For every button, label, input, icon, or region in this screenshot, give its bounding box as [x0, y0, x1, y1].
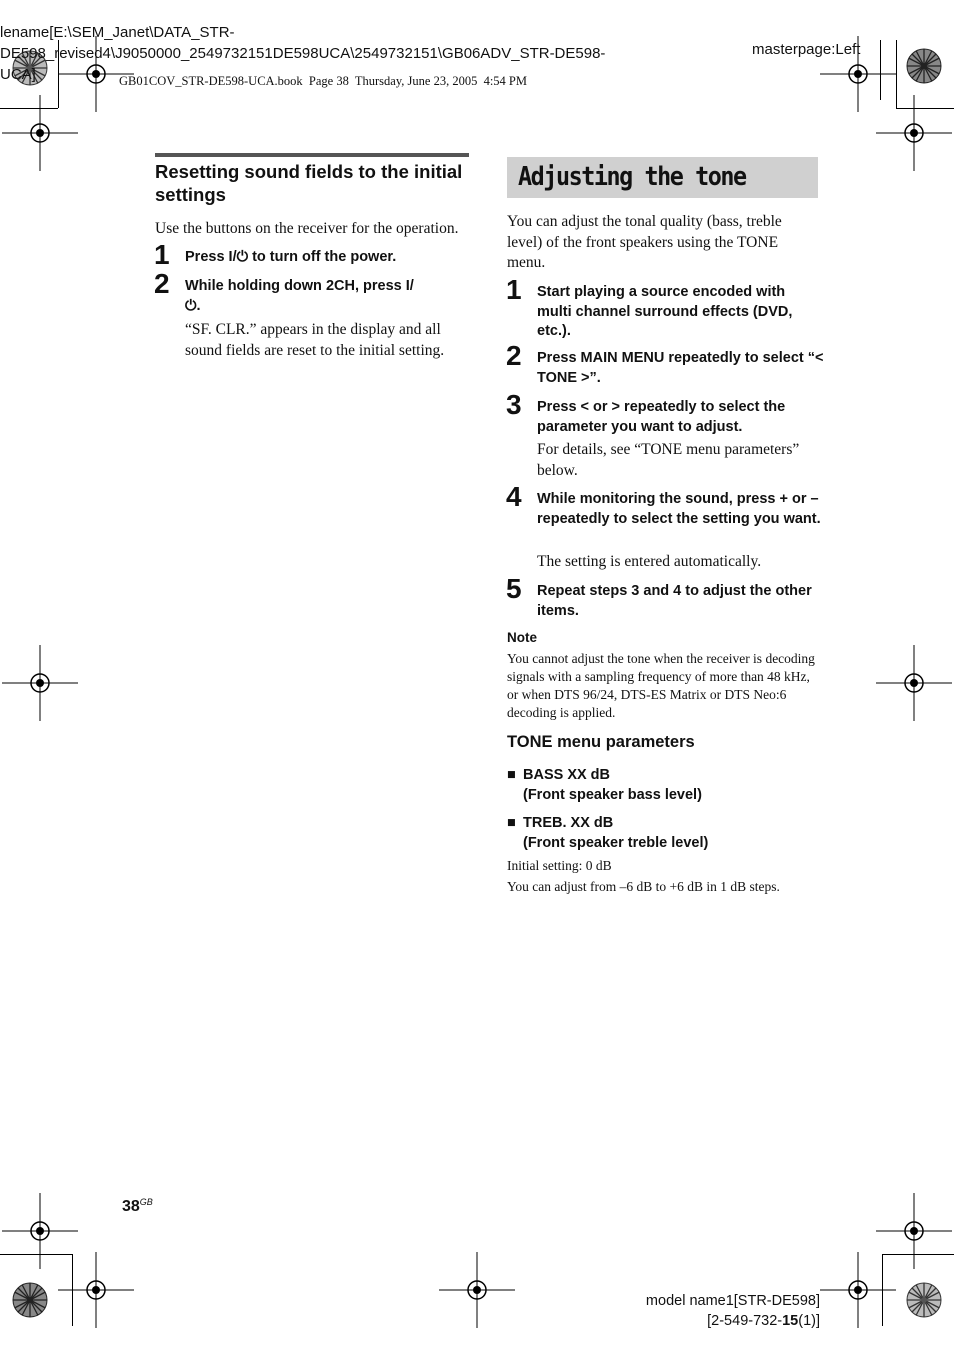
model-code-bold: 15 [782, 1313, 799, 1329]
model-code-prefix: [2-549-732- [707, 1313, 783, 1329]
note-text: You cannot adjust the tone when the receiver is decoding signals with a sampling frequency of more than 48 kHz, or when DTS 96/24, DTS-ES Matrix or DTS Neo:6 decoding is applied. [507, 651, 815, 720]
param-desc: (Front speaker bass level) [523, 786, 702, 803]
step-instruction: Press < or > repeatedly to select the parameter you want to adjust. [537, 399, 786, 435]
step-instruction: Start playing a source encoded with multi channel surround effects (DVD, etc.). [537, 284, 793, 339]
step-number: 5 [506, 573, 522, 604]
param-item [523, 814, 708, 853]
page-title: Adjusting the tone [518, 162, 746, 192]
range-text: You can adjust from –6 dB to +6 dB in 1 dB steps. [507, 879, 780, 894]
step-instruction: While monitoring the sound, press + or – repeatedly to select the setting you want. [537, 491, 821, 527]
step-number: 1 [154, 239, 170, 270]
step-number: 4 [506, 481, 522, 512]
registration-mark-icon [58, 1252, 134, 1328]
filename-line: UCA] [0, 66, 36, 83]
section-heading: Resetting sound fields to the initial settings [155, 161, 463, 205]
initial-setting: Initial setting: 0 dB [507, 858, 612, 873]
step-detail: The setting is entered automatically. [537, 553, 762, 570]
step-detail: “SF. CLR.” appears in the display and all sound fields are reset to the initial setting. [185, 321, 445, 359]
page-number-value: 38 [122, 1198, 140, 1215]
model-info [646, 1291, 820, 1331]
step-detail: For details, see “TONE menu parameters” below. [537, 441, 800, 479]
step-instruction: While holding down 2CH, press I/⏻. [185, 278, 414, 314]
step-number: 2 [506, 340, 522, 371]
step-number: 2 [154, 268, 170, 299]
step-instruction: Press MAIN MENU repeatedly to select “< TONE >”. [537, 350, 824, 386]
param-bullet: ■ [507, 815, 516, 831]
section-intro: Use the buttons on the receiver for the operation. [155, 220, 459, 237]
filename-line: DE598_revised4\J9050000_2549732151DE598UCA\2549732151\GB06ADV_STR-DE598- [0, 45, 606, 62]
step-instruction: Press I/⏻ to turn off the power. [185, 249, 397, 265]
registration-mark-icon [2, 645, 78, 721]
model-line: model name1[STR-DE598] [645, 1293, 820, 1309]
model-code-suffix: (1)] [798, 1313, 820, 1329]
model-line [646, 1311, 820, 1331]
param-name: BASS XX dB [523, 767, 611, 783]
note-label: Note [507, 630, 537, 645]
step-number: 3 [506, 389, 522, 420]
registration-mark-icon [439, 1252, 515, 1328]
page-number-suffix: GB [139, 1197, 153, 1207]
masterpage-label: masterpage:Left [752, 41, 861, 58]
param-name: TREB. XX dB [523, 815, 614, 831]
registration-mark-icon [876, 645, 952, 721]
param-bullet: ■ [507, 767, 516, 783]
registration-mark-icon [820, 1252, 896, 1328]
filename-line: lename[E:\SEM_Janet\DATA_STR- [0, 24, 235, 41]
section-intro: You can adjust the tonal quality (bass, treble level) of the front speakers using the TONE menu. [507, 213, 782, 271]
color-wheel-icon [12, 1282, 48, 1318]
page-number [122, 1197, 153, 1216]
params-heading: TONE menu parameters [507, 733, 695, 751]
param-item [523, 766, 702, 805]
step-instruction: Repeat steps 3 and 4 to adjust the other items. [537, 583, 812, 619]
color-wheel-icon [906, 1282, 942, 1318]
step-number: 1 [506, 274, 522, 305]
section-rule [155, 153, 469, 157]
book-info-line: GB01COV_STR-DE598-UCA.book Page 38 Thursday, June 23, 2005 4:54 PM [119, 74, 527, 88]
param-desc: (Front speaker treble level) [523, 834, 709, 851]
color-wheel-icon [906, 48, 942, 84]
